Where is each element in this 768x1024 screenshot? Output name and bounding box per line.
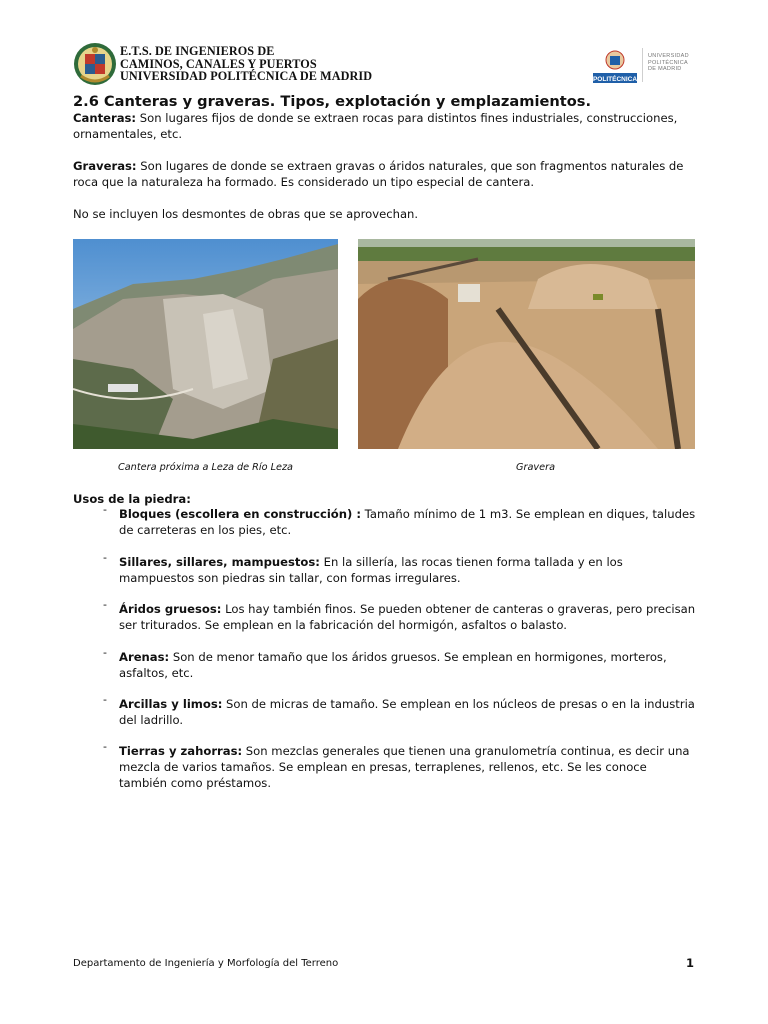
- uses-title: Usos de la piedra:: [73, 492, 191, 506]
- bullet-dash: -: [103, 598, 107, 611]
- school-line-2: CAMINOS, CANALES Y PUERTOS: [120, 56, 317, 71]
- quarry-photo: [73, 239, 338, 449]
- text-tierras: Son mezclas generales que tienen una granulometría continua, es decir una mezcla de varios tamaños. Se emplean en presas, terraplenes, rellenos, etc. Se les conoce también como préstamos.: [119, 744, 690, 790]
- quarry-caption: Cantera próxima a Leza de Río Leza: [117, 462, 293, 473]
- upm-side-line-2: POLITÉCNICA: [648, 59, 688, 66]
- paragraph-note: [73, 207, 698, 223]
- term-arcillas: Arcillas y limos:: [119, 697, 223, 711]
- upm-side-line-3: DE MADRID: [648, 66, 682, 73]
- page-number: 1: [686, 956, 695, 970]
- term-graveras: Graveras:: [73, 159, 137, 173]
- list-item-arenas: [103, 646, 698, 681]
- bullet-dash: -: [103, 551, 107, 564]
- text-sillares: En la sillería, las rocas tienen forma tallada y en los mampuestos son piedras sin tallar, con formas irregulares.: [119, 555, 623, 585]
- paragraph-canteras: [73, 111, 698, 142]
- school-name: [120, 45, 380, 83]
- bullet-dash: -: [103, 646, 107, 659]
- text-bloques: Tamaño mínimo de 1 m3. Se emplean en diques, taludes de carreteras en los pies, etc.: [119, 507, 696, 537]
- gravel-pit-caption: Gravera: [515, 462, 556, 473]
- upm-logo: [592, 48, 638, 84]
- text-canteras: Son lugares fijos de donde se extraen rocas para distintos fines industriales, construcciones, ornamentales, etc.: [73, 111, 678, 141]
- school-line-3: UNIVERSIDAD POLITÉCNICA DE MADRID: [120, 69, 373, 83]
- term-bloques: Bloques (escollera en construcción) :: [119, 507, 361, 521]
- term-canteras: Canteras:: [73, 111, 137, 125]
- gravel-pit-photo: [358, 239, 695, 449]
- list-item-arcillas: [103, 693, 698, 728]
- list-item-aridos: [103, 598, 698, 633]
- term-sillares: Sillares, sillares, mampuestos:: [119, 555, 320, 569]
- list-item-sillares: [103, 551, 698, 586]
- upm-side-line-1: UNIVERSIDAD: [648, 53, 689, 59]
- upm-side-text: [648, 53, 708, 73]
- school-line-1: E.T.S. DE INGENIEROS DE: [120, 44, 275, 58]
- bullet-dash: -: [103, 740, 107, 753]
- term-tierras: Tierras y zahorras:: [119, 744, 243, 758]
- footer-department: Departamento de Ingeniería y Morfología del Terreno: [73, 958, 339, 969]
- paragraph-graveras: [73, 159, 698, 190]
- text-aridos: Los hay también finos. Se pueden obtener de canteras o graveras, pero precisan ser triturados. Se emplean en la fabricación del hormigón, asfaltos o balasto.: [119, 602, 696, 632]
- list-item-bloques: [103, 503, 698, 538]
- upm-badge-text: POLITÉCNICA: [592, 76, 638, 83]
- divider: [642, 48, 643, 82]
- school-crest-logo: [73, 42, 117, 86]
- text-note: No se incluyen los desmontes de obras que se aprovechan.: [73, 207, 419, 221]
- list-item-tierras: [103, 740, 698, 791]
- section-title: 2.6 Canteras y graveras. Tipos, explotación y emplazamientos.: [73, 93, 591, 110]
- bullet-dash: -: [103, 693, 107, 706]
- text-arenas: Son de menor tamaño que los áridos gruesos. Se emplean en hormigones, morteros, asfaltos, etc.: [119, 650, 667, 680]
- text-arcillas: Son de micras de tamaño. Se emplean en los núcleos de presas o en la industria del ladrillo.: [119, 697, 695, 727]
- bullet-dash: -: [103, 503, 107, 516]
- text-graveras: Son lugares de donde se extraen gravas o áridos naturales, que son fragmentos naturales de roca que la naturaleza ha formado. Es considerado un tipo especial de cantera.: [73, 159, 684, 189]
- term-aridos: Áridos gruesos:: [119, 602, 222, 616]
- term-arenas: Arenas:: [119, 650, 170, 664]
